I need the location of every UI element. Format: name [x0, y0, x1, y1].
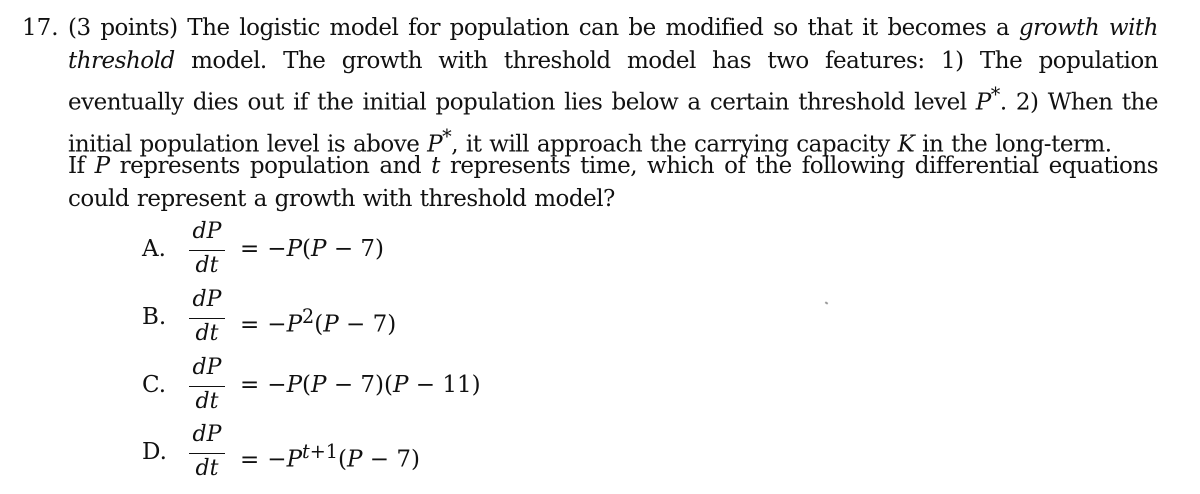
- choice-c[interactable]: [142, 354, 702, 420]
- choice-b[interactable]: [142, 286, 702, 352]
- var-p-threshold-2: P: [427, 131, 443, 158]
- rhs-part: (: [338, 446, 347, 473]
- statement-text-4: , it will approach the carrying capacity: [451, 131, 898, 158]
- fraction-denominator: dt: [195, 253, 219, 278]
- equation-rhs: [240, 370, 481, 400]
- stray-pencil-mark: [825, 301, 829, 304]
- prompt-text-3: represents time, which of the following differential equations could represent a growth with threshold model?: [68, 153, 1159, 212]
- fraction-denominator: dt: [195, 456, 219, 481]
- var-p: P: [323, 311, 339, 338]
- fraction-bar: [189, 386, 225, 387]
- fraction-numerator: dP: [192, 422, 222, 447]
- equation-rhs: [240, 437, 420, 475]
- rhs-part: − 7): [326, 236, 385, 262]
- question-number: 17.: [22, 15, 59, 41]
- var-p: P: [94, 153, 110, 179]
- equals-sign: =: [240, 446, 260, 473]
- var-p: P: [286, 372, 303, 398]
- equals-sign: =: [240, 372, 260, 398]
- fraction-numerator: dP: [192, 287, 222, 312]
- fraction-bar: [189, 250, 225, 251]
- points-label: (3 points): [68, 15, 178, 41]
- rhs-part: −: [267, 446, 287, 473]
- statement-text-5: in the long-term.: [914, 131, 1112, 158]
- var-k: K: [897, 131, 915, 158]
- rhs-part: (: [302, 372, 312, 398]
- var-p: P: [346, 446, 363, 473]
- rhs-part: − 11): [408, 372, 481, 398]
- choice-a[interactable]: [142, 218, 702, 284]
- question-prompt: [68, 150, 1158, 216]
- fraction-bar: [189, 453, 225, 454]
- equals-sign: =: [240, 311, 260, 338]
- choice-label: A.: [142, 236, 166, 262]
- equals-sign: =: [240, 236, 260, 262]
- star-superscript-2: *: [442, 124, 452, 148]
- rhs-part: −: [267, 236, 287, 262]
- equation-rhs: [240, 302, 396, 340]
- var-p: P: [311, 236, 327, 262]
- rhs-part: − 7): [362, 446, 420, 473]
- derivative-fraction: [186, 354, 228, 420]
- statement-text-3: . 2) When the initial population level is above: [68, 89, 1158, 158]
- fraction-numerator: dP: [192, 355, 222, 380]
- var-p-threshold: P: [975, 89, 991, 116]
- prompt-text-2: represents population and: [109, 153, 432, 179]
- derivative-fraction: [186, 421, 228, 487]
- star-superscript: *: [990, 83, 1000, 106]
- var-t: t: [431, 153, 440, 179]
- exponent-plus-one: +1: [309, 440, 338, 463]
- equation-rhs: [240, 234, 384, 264]
- rhs-part: (: [302, 236, 312, 262]
- rhs-part: −: [267, 372, 287, 398]
- prompt-text-1: If: [68, 153, 95, 179]
- term-growth-with-threshold: growth with threshold: [68, 15, 1158, 74]
- statement-text-1: The logistic model for population can be modified so that it becomes a: [177, 15, 1019, 41]
- choice-label: C.: [142, 372, 167, 398]
- rhs-part: − 7)(: [326, 372, 393, 398]
- choice-label: B.: [142, 304, 167, 330]
- var-p: P: [286, 446, 303, 473]
- fraction-numerator: dP: [192, 219, 222, 244]
- statement-text-2: model. The growth with threshold model has two features: 1) The population eventually dies out if the initial population lies below a certain threshold level: [68, 48, 1158, 116]
- var-p: P: [286, 236, 303, 262]
- fraction-bar: [189, 318, 225, 319]
- rhs-part: (: [314, 311, 324, 338]
- fraction-denominator: dt: [195, 321, 219, 346]
- rhs-part: −: [267, 311, 287, 338]
- derivative-fraction: [186, 218, 228, 284]
- derivative-fraction: [186, 286, 228, 352]
- var-p: P: [393, 372, 409, 398]
- choice-d[interactable]: [142, 421, 702, 487]
- exponent-var-t: t: [302, 440, 310, 463]
- exponent: 2: [302, 305, 315, 328]
- exponent: [302, 440, 338, 463]
- choice-label: D.: [142, 439, 167, 465]
- fraction-denominator: dt: [195, 389, 219, 414]
- var-p: P: [311, 372, 327, 398]
- rhs-part: − 7): [338, 311, 397, 338]
- problem-statement: [68, 12, 1158, 161]
- var-p: P: [286, 311, 303, 338]
